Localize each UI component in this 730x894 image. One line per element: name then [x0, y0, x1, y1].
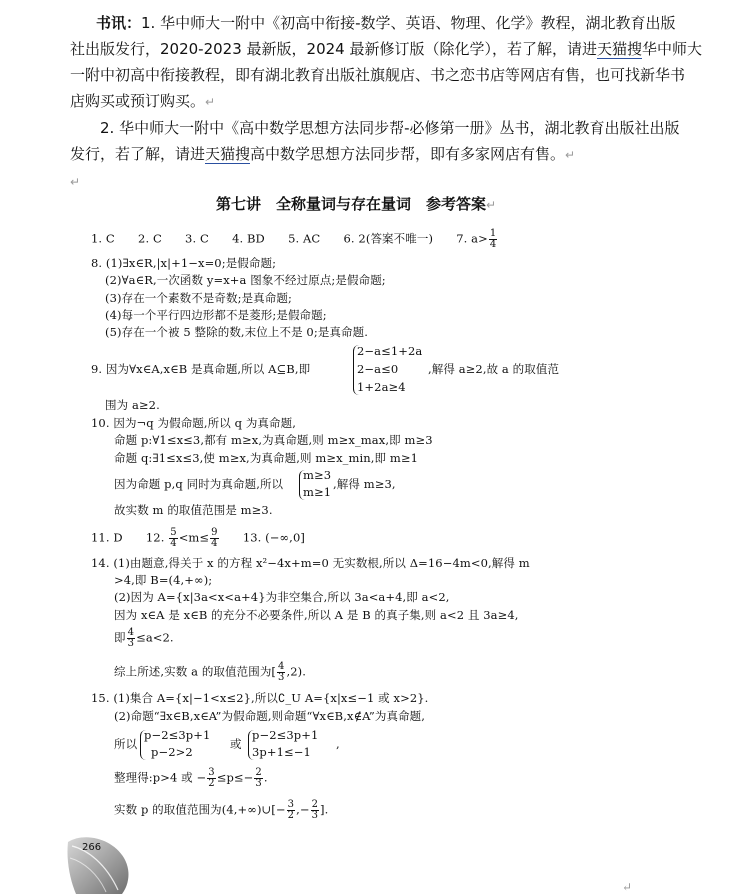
answer-10-system-1: m≥3	[303, 468, 332, 482]
answer-9-lead: 9. 因为∀x∈A,x∈B 是真命题,所以 A⊆B,即	[91, 362, 311, 376]
answer-14-line-2: >4,即 B=(4,+∞);	[114, 573, 213, 587]
tmall-search-link-1[interactable]: 天猫搜	[596, 40, 642, 58]
notice-line-3: 一附中初高中衔接教程，即有湖北教育出版社旗舰店、书之恋书店等网店有售，也可找新华书	[70, 66, 686, 84]
answer-8-line-3: (3)存在一个素数不是奇数;是真命题;	[105, 291, 292, 305]
answer-11-13: 11. D 12. $\frac{5}{4}$ <m≤ $\frac{9}{4}$ 13. (−∞,0]	[91, 527, 305, 549]
answer-10-line-1: 10. 因为¬q 为假命题,所以 q 为真命题,	[91, 416, 296, 430]
answer-9-system-2: 2−a≤0	[357, 362, 399, 376]
answer-8-line-5: (5)存在一个被 5 整除的数,末位上不是 0;是真命题.	[105, 325, 368, 339]
fraction: $\frac{9}{4}$	[211, 527, 218, 549]
answer-10-line-4-tail: ,解得 m≥3,	[333, 477, 396, 491]
answer-8-line-4: (4)每一个平行四边形都不是菱形;是假命题;	[105, 308, 327, 322]
fraction: $\frac{3}{2}$	[208, 767, 215, 789]
fraction: $\frac{3}{2}$	[287, 799, 295, 821]
answer-15-line-5: 实数 p 的取值范围为(4,+∞)∪[− $\frac{3}{2}$ ,− $\frac{2}{3}$ ].	[114, 799, 329, 821]
notice-line-4: 店购买或预订购买。↵	[70, 92, 216, 110]
answer-9-tail: ,解得 a≥2,故 a 的取值范	[428, 362, 560, 376]
answer-15-line-2: (2)命题“∃x∈B,x∈A”为假命题,则命题“∀x∈B,x∉A”为真命题,	[114, 709, 426, 723]
notice-line-5: 2. 华中师大一附中《高中数学思想方法同步帮-必修第一册》丛书，湖北教育出版社出版	[100, 119, 680, 137]
answer-9-system-1: 2−a≤1+2a	[357, 344, 423, 358]
return-mark: ↵	[565, 148, 576, 162]
notice-label: 书讯：	[96, 14, 142, 32]
fraction: $\frac{2}{3}$	[255, 767, 262, 789]
answer-15-line-1: 15. (1)集合 A={x|−1<x≤2},所以∁_U A={x|x≤−1 或 x>2}.	[91, 691, 429, 705]
answer-10-line-4-lead: 因为命题 p,q 同时为真命题,所以	[114, 477, 284, 491]
fraction: $\frac{4}{3}$	[127, 627, 135, 649]
tmall-search-link-2[interactable]: 天猫搜	[205, 145, 251, 163]
notice-line-7	[70, 168, 710, 195]
answer-15-system-1-row-1: p−2≤3p+1	[144, 728, 211, 742]
return-mark: ↵	[70, 175, 81, 189]
answer-14-line-5: 即 $\frac{4}{3}$ ≤a<2.	[114, 627, 174, 649]
answer-14-line-4: 因为 x∈A 是 x∈B 的充分不必要条件,所以 A 是 B 的真子集,则 a<2 且 3a≥4,	[114, 608, 519, 622]
return-mark: ↵	[622, 880, 633, 894]
answer-15-or: 或	[230, 737, 242, 751]
answer-15-line-4: 整理得:p>4 或 − $\frac{3}{2}$ ≤p≤− $\frac{2}{3}$ .	[114, 767, 268, 789]
answer-8-line-2: (2)∀a∈R,一次函数 y=x+a 图象不经过原点;是假命题;	[105, 273, 386, 287]
notice-line-6: 发行，若了解，请进天猫搜高中数学思想方法同步帮，即有多家网店有售。↵	[70, 145, 576, 163]
fraction: $\frac{4}{3}$	[278, 661, 285, 683]
answer-10-line-3: 命题 q:∃1≤x≤3,使 m≥x,为真命题,则 m≥x_min,即 m≥1	[114, 451, 419, 465]
answer-15-line-3-lead: 所以	[114, 737, 138, 751]
answer-15-system-2-row-1: p−2≤3p+1	[252, 728, 319, 742]
answer-1-7: 1. C 2. C 3. C 4. BD 5. AC 6. 2(答案不唯一) 7. a> $\frac{1}{4}$	[91, 228, 497, 250]
notice-line-1: 书讯：1. 华中师大一附中《初高中衔接-数学、英语、物理、化学》教程，湖北教育出版	[96, 14, 676, 32]
answer-9-system-3: 1+2a≥4	[357, 380, 406, 394]
answer-8-line-1: 8. (1)∃x∈R,|x|+1−x=0;是假命题;	[91, 256, 277, 270]
fraction: $\frac{5}{4}$	[170, 527, 177, 549]
notice-block	[70, 10, 710, 195]
notice-line-2: 社出版发行，2020-2023 最新版，2024 最新修订版（除化学），若了解，请进天猫搜华中师大	[70, 40, 703, 58]
fraction: $\frac{1}{4}$	[489, 228, 497, 250]
return-mark: ↵	[486, 198, 497, 212]
fraction: $\frac{2}{3}$	[311, 799, 319, 821]
return-mark: ↵	[205, 95, 216, 109]
answer-14-line-1: 14. (1)由题意,得关于 x 的方程 x²−4x+m=0 无实数根,所以 Δ=16−4m<0,解得 m	[91, 556, 530, 570]
answer-9-end: 围为 a≥2.	[105, 398, 160, 412]
answer-15-line-3-tail: ,	[336, 737, 340, 751]
page-number: 266	[82, 842, 102, 853]
answer-14-line-6: 综上所述,实数 a 的取值范围为[ $\frac{4}{3}$ ,2).	[114, 661, 306, 683]
answer-14-line-3: (2)因为 A={x|3a<x<a+4}为非空集合,所以 3a<a+4,即 a<2,	[114, 590, 450, 604]
answer-15-system-2-row-2: 3p+1≤−1	[252, 745, 311, 759]
answer-10-system-2: m≥1	[303, 485, 332, 499]
answer-10-line-5: 故实数 m 的取值范围是 m≥3.	[114, 503, 273, 517]
answer-10-line-2: 命题 p:∀1≤x≤3,都有 m≥x,为真命题,则 m≥x_max,即 m≥3	[114, 433, 433, 447]
answer-15-system-1-row-2: p−2>2	[151, 745, 193, 759]
page-title: 第七讲 全称量词与存在量词 参考答案↵	[216, 195, 497, 213]
